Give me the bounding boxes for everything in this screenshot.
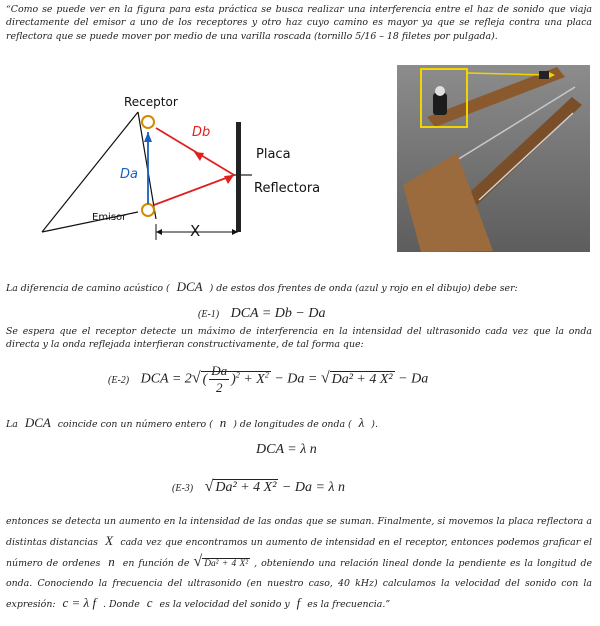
receptor-label: Receptor bbox=[124, 95, 178, 109]
p5-n: n bbox=[108, 554, 115, 569]
p5-speed-eq: c = λ f bbox=[62, 595, 97, 610]
p4-n: n bbox=[219, 415, 227, 430]
p5-funcion: en función de bbox=[122, 558, 190, 569]
equation-e1 bbox=[198, 306, 325, 322]
e3-inner: Da² + 4 X² bbox=[215, 480, 277, 495]
receptor-icon bbox=[142, 116, 154, 128]
p5-ordenes: ordenes bbox=[62, 558, 101, 569]
e2-frac-num: Da bbox=[211, 363, 228, 378]
setup-diagram bbox=[34, 92, 354, 252]
e2-rest: + X bbox=[243, 371, 265, 387]
direct-wave-arrow bbox=[144, 132, 152, 142]
e2-minus: − Da = bbox=[274, 371, 318, 387]
reflected-wave-in-arrow bbox=[224, 175, 234, 184]
e1-expr: DCA = Db − Da bbox=[230, 306, 326, 321]
e2-label: (E-2) bbox=[108, 374, 130, 386]
e2-sqrt-inner: Da² + 4 X² bbox=[331, 371, 393, 387]
da-label: Da bbox=[120, 167, 138, 182]
equation-dca-lambda: DCA = λ n bbox=[256, 442, 317, 457]
equation-e3: (E-3) √ Da² + 4 X² − Da = λ n bbox=[172, 478, 345, 495]
p4-la: La bbox=[6, 419, 18, 430]
p5-line1: entonces se detecta un aumento en la intensidad de las ondas que se suman. Finalmente, si movemos la placa reflectora a distintas bbox=[6, 516, 592, 548]
p5-line4: Conociendo la frecuencia del ultrasonido (en nuestro caso, 40 kHz) calculamos la velocidad del sonido con la expresión: bbox=[6, 578, 592, 610]
reflectora-label: Reflectora bbox=[254, 181, 321, 196]
emisor-icon bbox=[142, 204, 154, 216]
p5-line3: , obteniendo una relación lineal donde la pendiente es la longitud de onda. bbox=[6, 558, 592, 589]
reflected-wave-in bbox=[154, 175, 234, 205]
p4-dca: DCA bbox=[24, 415, 51, 430]
p5-x: X bbox=[105, 533, 114, 548]
e1-label: (E-1) bbox=[198, 309, 220, 320]
p5-end: es la frecuencia.” bbox=[307, 599, 391, 610]
intro-paragraph: “Como se puede ver en la figura para esta práctica se busca realizar una interferencia entre el haz de sonido que viaja directamente del emisor a uno de los receptores y otro haz cuyo camino es mayor ya que se refleja contra una placa reflectora que se puede mover por medio de una varilla roscada (tornillo 5/16 – 18 filetes por pulgada). bbox=[6, 4, 592, 42]
placa-label: Placa bbox=[256, 147, 291, 162]
p5-line5: es la velocidad del sonido y bbox=[159, 599, 290, 610]
paragraph-coincide bbox=[6, 416, 592, 431]
p5-line2: cada vez que encontramos un aumento de intensidad en el receptor, entonces podemos graficar el número de bbox=[6, 537, 593, 569]
paragraph-max: Se espera que el receptor detecte un máximo de interferencia en la intensidad del ultrasonido cada vez que la onda directa y la onda reflejada interfieran constructivamente, de tal forma que: bbox=[6, 326, 592, 351]
receptor-photo bbox=[433, 93, 447, 115]
p5-distancias: distancias bbox=[50, 537, 98, 548]
e3-label: (E-3) bbox=[172, 483, 194, 494]
e2-end: − Da bbox=[398, 371, 429, 387]
p4-mid: coincide con un número entero ( bbox=[57, 419, 213, 430]
e2-frac-den: 2 bbox=[215, 380, 223, 395]
experiment-photo bbox=[397, 65, 590, 252]
p2-dca: DCA bbox=[176, 279, 203, 294]
equation-e2: (E-2) DCA = 2√ ( $\frac{Da}{2}$ )$^2 + X^2 - Da$ = √ Da² + 4 X² − Da bbox=[108, 363, 429, 395]
e3-rest: − Da = λ n bbox=[281, 480, 345, 495]
p4-mid2: ) de longitudes de onda ( bbox=[233, 419, 352, 430]
emisor-label: Emisor bbox=[92, 212, 127, 223]
paragraph-final: entonces se detecta un aumento en la intensidad de las ondas que se suman. Finalmente, si movemos la placa reflectora a distintas distancias X cada vez que encontramos un aumento de intensidad en el receptor, entonces podemos graficar el número de ordenes n en función de √ Da² + 4 X² , obteniendo una relación lineal donde la pendiente es la longitud de onda. Conociendo la frecuencia del ultrasonido (en nuestro caso, 40 kHz) calculamos la velocidad del sonido con la expresión: c = λ f . Donde c es la velocidad del sonido y f es la frecuencia.” bbox=[6, 516, 593, 610]
p2-before: La diferencia de camino acústico ( bbox=[6, 283, 170, 294]
paragraph-dca bbox=[6, 280, 592, 295]
p5-c: c bbox=[146, 595, 153, 610]
p2-after: ) de estos dos frentes de onda (azul y rojo en el dibujo) debe ser: bbox=[209, 283, 518, 294]
p5-sqrt: Da² + 4 X² bbox=[204, 559, 249, 569]
reflector-plate bbox=[236, 122, 241, 232]
p5-f: f bbox=[296, 595, 301, 610]
p4-lambda: λ bbox=[358, 415, 365, 430]
p5-donde: . Donde bbox=[103, 599, 140, 610]
x-label: X bbox=[190, 222, 201, 240]
db-label: Db bbox=[192, 125, 211, 140]
e2-lhs: DCA = 2 bbox=[140, 371, 192, 387]
p4-end: ). bbox=[371, 419, 378, 430]
